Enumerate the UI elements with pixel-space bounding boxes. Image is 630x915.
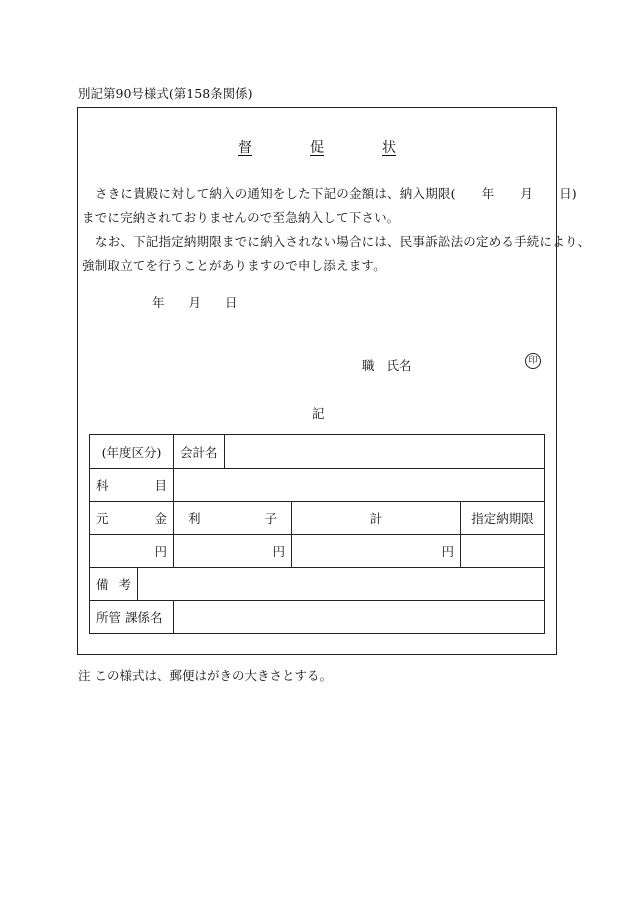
deadline-header: 指定納期限	[461, 502, 545, 535]
remarks-char-1: 備	[96, 577, 109, 592]
total-header: 計	[292, 502, 461, 535]
interest-yen-cell: 円	[174, 535, 292, 568]
table-row-amounts	[90, 535, 545, 568]
official-post-label: 職	[362, 358, 375, 373]
body-line-3: なお、下記指定納期限までに納入されない場合には、民事訴訟法の定める手続により、	[95, 234, 591, 249]
section-label-cell: 所管 課係名	[90, 601, 174, 634]
table-row-account	[90, 435, 545, 469]
account-cell	[174, 435, 545, 469]
remarks-label-cell	[90, 568, 138, 601]
principal-yen-cell: 円	[90, 535, 174, 568]
footer-note: 注 この様式は、郵便はがきの大きさとする。	[78, 668, 332, 683]
seal-icon: 印	[525, 353, 541, 369]
table-row-headers	[90, 502, 545, 535]
section-value-cell	[174, 601, 545, 634]
account-name-value	[225, 435, 544, 468]
item-label-cell	[90, 469, 174, 502]
title-char-1: 督	[238, 140, 252, 156]
body-line-4: 強制取立てを行うことがありますので申し添えます。	[82, 258, 386, 273]
table-row-item	[90, 469, 545, 502]
title-char-3: 状	[382, 140, 396, 156]
item-label-char-1: 科	[96, 478, 109, 493]
body-line-1-text: さきに貴殿に対して納入の通知をした下記の金額は、納入期限(	[95, 186, 456, 201]
principal-header	[90, 502, 174, 535]
ki-heading: 記	[312, 406, 325, 421]
deadline-month-label: 月	[520, 186, 534, 201]
fiscal-division-cell: (年度区分)	[90, 435, 174, 469]
item-value-cell	[174, 469, 545, 502]
form-number-note: 別記第90号様式(第158条関係)	[78, 86, 253, 101]
principal-char-1: 元	[96, 511, 109, 526]
total-yen-cell: 円	[292, 535, 461, 568]
item-label-char-2: 目	[154, 478, 168, 493]
principal-char-2: 金	[154, 511, 168, 526]
issue-year-label: 年	[152, 295, 165, 310]
document-title	[238, 137, 396, 157]
interest-char-2: 子	[264, 511, 278, 526]
deadline-year-label: 年	[481, 186, 495, 201]
account-name-label: 会計名	[174, 435, 225, 468]
official-signature	[362, 356, 412, 374]
interest-char-1: 利	[188, 511, 201, 526]
details-table	[89, 434, 545, 634]
interest-header	[174, 502, 292, 535]
issue-month-label: 月	[188, 295, 202, 310]
deadline-day-label: 日)	[559, 186, 577, 201]
issue-date	[152, 293, 238, 311]
remarks-char-2: 考	[118, 577, 131, 592]
deadline-value-cell	[461, 535, 545, 568]
title-char-2: 促	[310, 140, 324, 156]
official-name-label: 氏名	[386, 358, 412, 373]
body-line-1	[95, 184, 577, 202]
table-row-remarks	[90, 568, 545, 601]
body-line-2: までに完納されておりませんので至急納入して下さい。	[82, 210, 400, 225]
table-row-section	[90, 601, 545, 634]
issue-day-label: 日	[225, 295, 238, 310]
remarks-value-cell	[138, 568, 545, 601]
